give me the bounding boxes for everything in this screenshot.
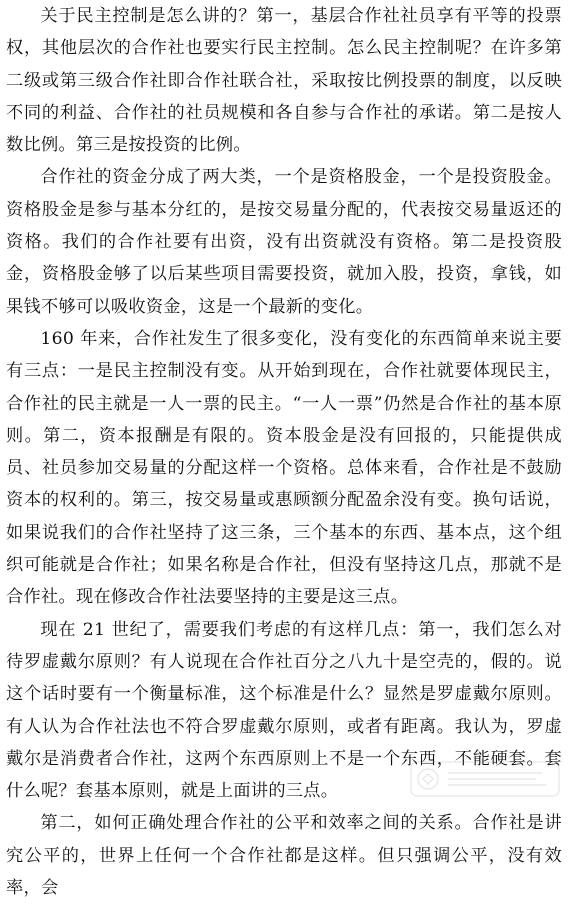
- paragraph-capital-shares: 合作社的资金分成了两大类，一个是资格股金，一个是投资股金。资格股金是参与基本分红的，是按交易量分配的，代表按交易量返还的资格。我们的合作社要有出资，没有出资就没有资格。第二是投资股金，资格股金够了以后某些项目需要投资，就加入股，投资，拿钱，如果钱不够可以吸收资金，这是一个最新的变化。: [6, 167, 562, 317]
- paragraph-21st-century: 现在 21 世纪了，需要我们考虑的有这样几点：第一，我们怎么对待罗虚戴尔原则？有人说现在合作社百分之八九十是空壳的，假的。说这个话时要有一个衡量标准，这个标准是什么？显然是罗虚戴尔原则。有人认为合作社法也不符合罗虚戴尔原则，或者有距离。我认为，罗虚戴尔是消费者合作社，这两个东西原则上不是一个东西，不能硬套。套什么呢？套基本原则，就是上面讲的三点。: [6, 619, 562, 802]
- paragraph-unchanged-principles: 160 年来，合作社发生了很多变化，没有变化的东西简单来说主要有三点：一是民主控制没有变。从开始到现在，合作社就要体现民主，合作社的民主就是一人一票的民主。“一人一票”仍然是合作社的基本原则。第二，资本报酬是有限的。资本股金是没有回报的，只能提供成员、社员参加交易量的分配这样一个资格。总体来看，合作社是不鼓励资本的权利的。第三，按交易量或惠顾额分配盈余没有变。换句话说，如果说我们的合作社坚持了这三条，三个基本的东西、基本点，这个组织可能就是合作社；如果名称是合作社，但没有坚持这几点，那就不是合作社。现在修改合作社法要坚持的主要是这三点。: [6, 328, 562, 608]
- document-body: [6, 0, 562, 904]
- paragraph-fairness-efficiency: 第二，如何正确处理合作社的公平和效率之间的关系。合作社是讲究公平的，世界上任何一个合作社都是这样。但只强调公平，没有效率，会: [6, 813, 562, 899]
- paragraph-democratic-control: 关于民主控制是怎么讲的？第一，基层合作社社员享有平等的投票权，其他层次的合作社也要实行民主控制。怎么民主控制呢？在许多第二级或第三级合作社即合作社联合社，采取按比例投票的制度，以反映不同的利益、合作社的社员规模和各自参与合作社的承诺。第二是按人数比例。第三是按投资的比例。: [6, 6, 562, 156]
